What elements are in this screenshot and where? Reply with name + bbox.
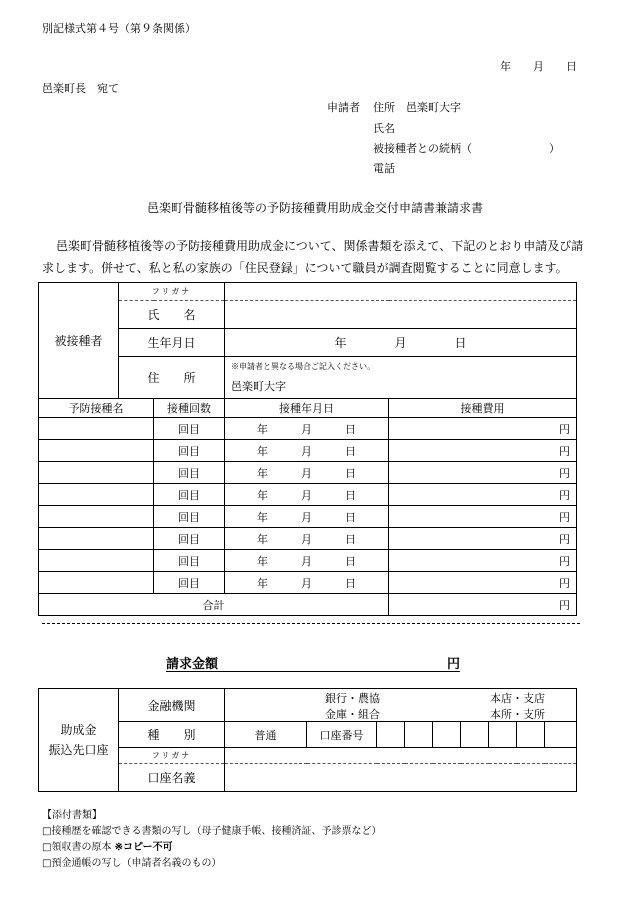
applicant-name: 氏名 (373, 122, 395, 135)
vaccination-cost-field[interactable]: 円 (389, 418, 577, 440)
total-amount[interactable]: 円 (389, 594, 577, 616)
address-prefix: 邑楽町大字 (231, 380, 287, 393)
attachment-item-1: □接種歴を確認できる書類の写し（母子健康手帳、接種済証、予診票など） (42, 826, 382, 837)
attachment-item-2 (42, 838, 173, 853)
account-digit-3[interactable] (433, 722, 461, 748)
vaccine-name-field[interactable] (39, 572, 154, 594)
recipient-address-label: 住 所 (119, 357, 225, 399)
vaccine-name-field[interactable] (39, 528, 154, 550)
attachment-item-2-main: □領収書の原本 (42, 842, 112, 853)
recipient-birthdate-label: 生年月日 (119, 329, 225, 357)
vaccine-name-field[interactable] (39, 418, 154, 440)
vaccine-name-field[interactable] (39, 506, 154, 528)
header-dose-count: 接種回数 (154, 399, 225, 418)
vaccination-cost-field[interactable]: 円 (389, 528, 577, 550)
applicant-address: 住所 邑楽町大字 (373, 101, 461, 114)
address-note: ※申請者と異なる場合ご記入ください。 (231, 362, 376, 371)
recipient-name-label: 氏 名 (119, 301, 225, 329)
header-vaccine-name: 予防接種名 (39, 399, 154, 418)
account-digit-4[interactable] (461, 722, 489, 748)
vaccination-row (39, 462, 577, 484)
account-number-label: 口座番号 (307, 722, 377, 748)
vaccination-row (39, 484, 577, 506)
vaccination-row (39, 418, 577, 440)
vaccination-cost-field[interactable]: 円 (389, 440, 577, 462)
attachment-item-2-note: ※コピー不可 (114, 842, 173, 853)
dose-count-field[interactable]: 回目 (154, 572, 225, 594)
vaccine-name-field[interactable] (39, 550, 154, 572)
claim-amount-field[interactable] (166, 653, 460, 672)
account-digit-5[interactable] (489, 722, 517, 748)
cut-line (42, 623, 580, 624)
branch-types-2: 本所・支所 (490, 708, 545, 721)
vaccination-date-field[interactable]: 年 月 日 (225, 418, 389, 440)
dose-count-field[interactable]: 回目 (154, 550, 225, 572)
type-value[interactable]: 普通 (225, 722, 307, 748)
account-digit-6[interactable] (517, 722, 545, 748)
dose-count-field[interactable]: 回目 (154, 528, 225, 550)
account-digit-2[interactable] (405, 722, 433, 748)
vaccination-cost-field[interactable]: 円 (389, 462, 577, 484)
applicant-relation: 被接種者との続柄（ ） (373, 142, 560, 155)
vaccine-name-field[interactable] (39, 484, 154, 506)
bank-types-2: 金庫・組合 (325, 708, 380, 721)
attachment-item-3: □預金通帳の写し（申請者名義のもの） (42, 858, 222, 869)
type-label: 種 別 (119, 722, 225, 748)
institution-field[interactable] (225, 689, 577, 722)
header-vaccination-date: 接種年月日 (225, 399, 389, 418)
vaccination-row (39, 572, 577, 594)
vaccination-row (39, 506, 577, 528)
total-label: 合計 (39, 594, 389, 616)
institution-label: 金融機関 (119, 689, 225, 722)
vaccination-date-field[interactable]: 年 月 日 (225, 572, 389, 594)
vaccination-cost-field[interactable]: 円 (389, 572, 577, 594)
vaccination-date-field[interactable]: 年 月 日 (225, 484, 389, 506)
dose-count-field[interactable]: 回目 (154, 506, 225, 528)
bank-group-label-2: 振込先口座 (48, 743, 109, 757)
attachments-heading: 【添付書類】 (42, 810, 102, 821)
vaccination-row (39, 528, 577, 550)
claim-unit: 円 (446, 657, 460, 672)
recipient-furigana-field[interactable] (225, 283, 577, 301)
account-name-label: 口座名義 (119, 764, 225, 792)
recipient-address-field[interactable] (225, 357, 577, 399)
recipient-birthdate-field[interactable]: 年 月 日 (225, 329, 577, 357)
body-line-2: 求します。併せて、私と私の家族の「住民登録」について職員が調査閲覧することに同意します。 (42, 261, 568, 275)
applicant-label: 申請者 (327, 101, 360, 114)
vaccination-cost-field[interactable]: 円 (389, 484, 577, 506)
vaccination-cost-field[interactable]: 円 (389, 506, 577, 528)
account-name-field[interactable] (225, 764, 577, 792)
addressee: 邑楽町長 宛て (42, 82, 119, 95)
vaccination-date-field[interactable]: 年 月 日 (225, 528, 389, 550)
form-title: 邑楽町骨髄移植後等の予防接種費用助成金交付申請書兼請求書 (146, 201, 483, 215)
dose-count-field[interactable]: 回目 (154, 462, 225, 484)
vaccine-name-field[interactable] (39, 462, 154, 484)
account-furigana-label: フリガナ (119, 748, 225, 764)
vaccination-cost-field[interactable]: 円 (389, 550, 577, 572)
vaccination-row (39, 550, 577, 572)
account-furigana-field[interactable] (225, 748, 577, 764)
vaccine-name-field[interactable] (39, 440, 154, 462)
vaccination-row (39, 440, 577, 462)
vaccination-date-field[interactable]: 年 月 日 (225, 462, 389, 484)
dose-count-field[interactable]: 回目 (154, 418, 225, 440)
bank-group-label-1: 助成金 (60, 723, 97, 737)
body-line-1: 邑楽町骨髄移植後等の予防接種費用助成金について、関係書類を添えて、下記のとおり申請及び請 (56, 239, 584, 253)
branch-types-1: 本店・支店 (490, 692, 545, 705)
dose-count-field[interactable]: 回目 (154, 440, 225, 462)
recipient-furigana-label: フリガナ (119, 283, 225, 301)
claim-label: 請求金額 (166, 657, 219, 672)
form-number: 別記様式第４号（第９条関係） (42, 22, 196, 35)
vaccination-date-field[interactable]: 年 月 日 (225, 550, 389, 572)
header-vaccination-cost: 接種費用 (389, 399, 577, 418)
recipient-table (38, 282, 577, 616)
bank-table (38, 688, 577, 792)
account-digit-7[interactable] (545, 722, 577, 748)
date-line: 年 月 日 (500, 60, 577, 73)
account-digit-1[interactable] (377, 722, 405, 748)
vaccination-date-field[interactable]: 年 月 日 (225, 506, 389, 528)
bank-group-label (39, 689, 119, 792)
vaccination-date-field[interactable]: 年 月 日 (225, 440, 389, 462)
recipient-name-field[interactable] (225, 301, 577, 329)
bank-types-1: 銀行・農協 (325, 692, 380, 705)
recipient-group-label: 被接種者 (39, 283, 119, 399)
dose-count-field[interactable]: 回目 (154, 484, 225, 506)
applicant-phone: 電話 (373, 162, 395, 175)
